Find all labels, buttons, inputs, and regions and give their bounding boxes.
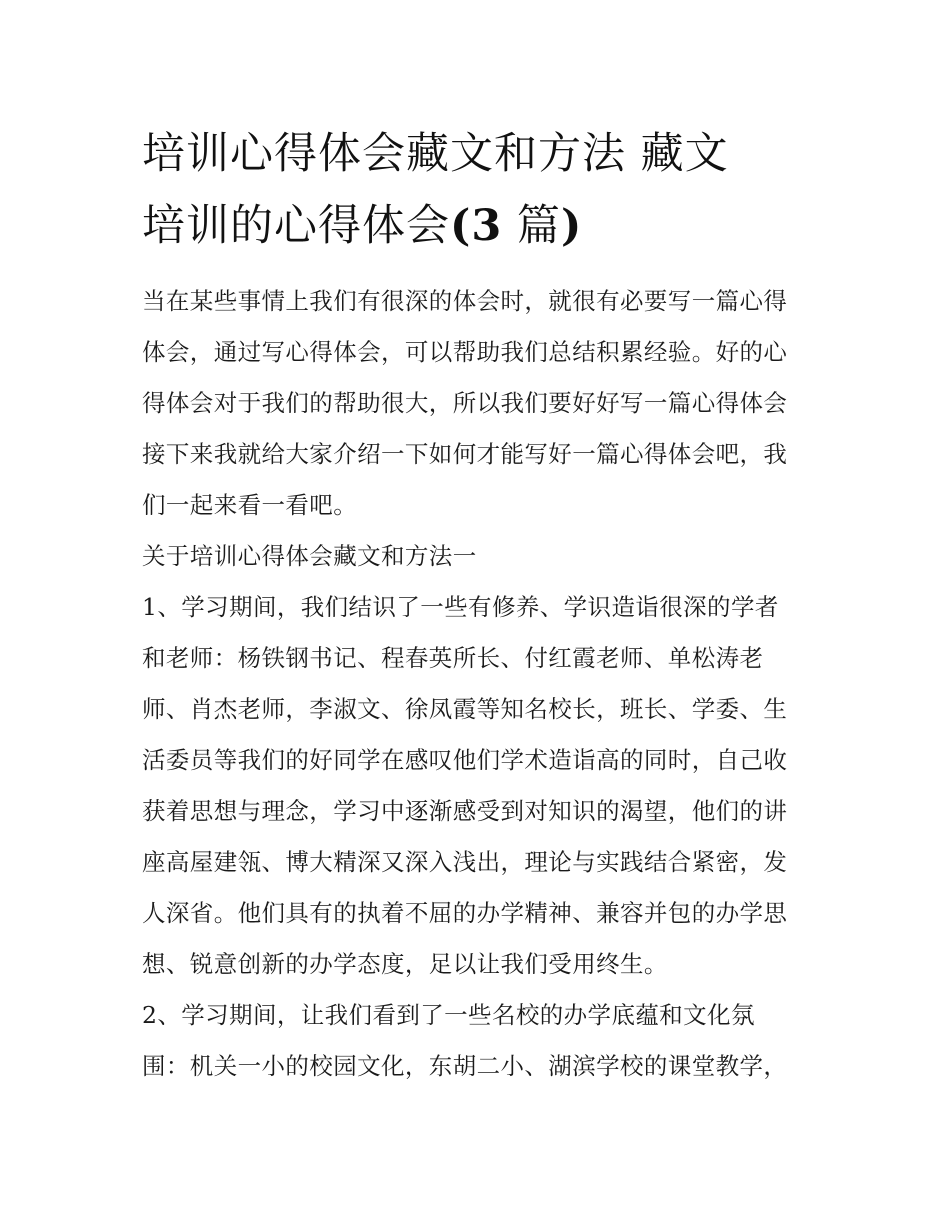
body-line: 体会，通过写心得体会，可以帮助我们总结积累经验。好的心 [142, 338, 788, 366]
body-line: 1、学习期间，我们结识了一些有修养、学识造诣很深的学者 [142, 593, 779, 621]
body-line: 得体会对于我们的帮助很大，所以我们要好好写一篇心得体会 [142, 389, 788, 417]
body-line: 活委员等我们的好同学在感叹他们学术造诣高的同时，自己收 [142, 746, 788, 774]
title-line-2-number: (3 [450, 201, 503, 251]
body-line: 人深省。他们具有的执着不屈的办学精神、兼容并包的办学思 [142, 899, 788, 927]
section-heading: 关于培训心得体会藏文和方法一 [142, 542, 477, 570]
body-line: 座高屋建瓴、博大精深又深入浅出，理论与实践结合紧密，发 [142, 848, 788, 876]
title-line-2-unit: 篇 [502, 201, 561, 251]
document-body [142, 276, 822, 1092]
title-line-2-prefix: 培训的心得体会 [142, 201, 450, 251]
document-title [142, 118, 822, 262]
title-line-2-close: ) [560, 201, 583, 251]
body-line: 们一起来看一看吧。 [142, 491, 358, 519]
body-line: 师、肖杰老师，李淑文、徐凤霞等知名校长，班长、学委、生 [142, 695, 788, 723]
body-line: 和老师：杨铁钢书记、程春英所长、付红霞老师、单松涛老 [142, 644, 764, 672]
body-line: 当在某些事情上我们有很深的体会时，就很有必要写一篇心得 [142, 287, 788, 315]
body-line: 围：机关一小的校园文化，东胡二小、湖滨学校的课堂教学， [142, 1052, 788, 1080]
body-line: 接下来我就给大家介绍一下如何才能写好一篇心得体会吧，我 [142, 440, 788, 468]
body-line: 2、学习期间，让我们看到了一些名校的办学底蕴和文化氛 [142, 1001, 755, 1029]
body-line: 获着思想与理念，学习中逐渐感受到对知识的渴望，他们的讲 [142, 797, 788, 825]
body-line: 想、锐意创新的办学态度，足以让我们受用终生。 [142, 950, 668, 978]
title-line-1: 培训心得体会藏文和方法 藏文 [142, 129, 729, 179]
